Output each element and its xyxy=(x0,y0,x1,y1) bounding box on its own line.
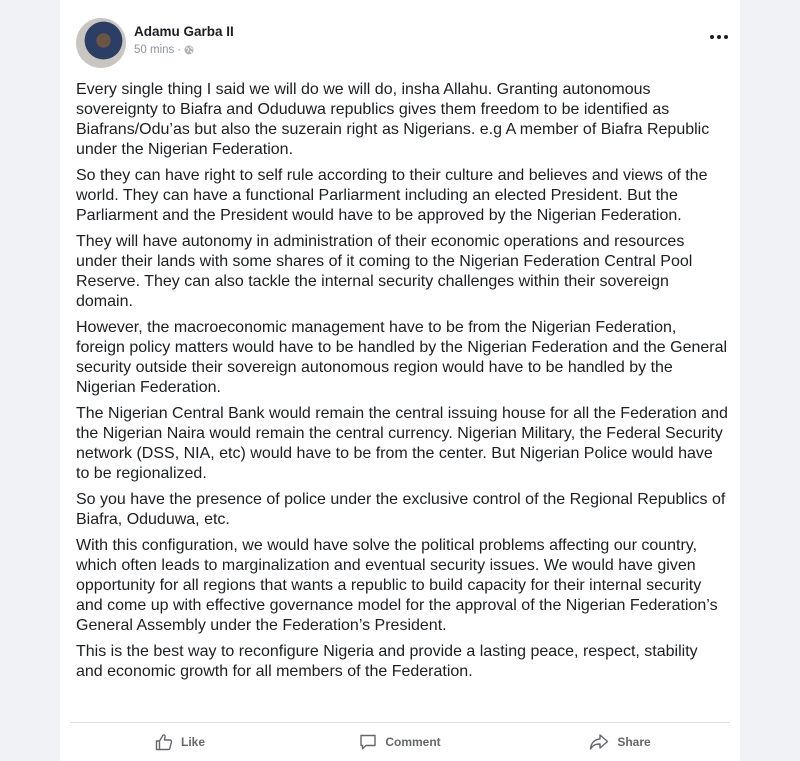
thumbs-up-icon xyxy=(155,733,173,751)
comment-button[interactable] xyxy=(290,723,510,761)
more-options-icon[interactable] xyxy=(708,28,730,46)
like-button[interactable] xyxy=(70,723,290,761)
post-meta xyxy=(134,44,194,56)
post-paragraph: The Nigerian Central Bank would remain the central issuing house for all the Federation and the Nigerian Naira would remain the central currency. Nigerian Military, the Federal Security network (DSS, NIA, etc) would have to be from the center. But Nigerian Police would have to be regionalized. xyxy=(76,405,728,482)
post-timestamp[interactable]: 50 mins xyxy=(134,44,175,56)
comment-icon xyxy=(359,733,377,751)
comment-label: Comment xyxy=(385,735,441,749)
post-body xyxy=(76,80,728,688)
post-paragraph: They will have autonomy in administration of their economic operations and resources under their lands with some shares of it coming to the Nigerian Federation Central Pool Reserve. They can also tackle the internal security challenges within their sovereign domain. xyxy=(76,233,693,310)
share-label: Share xyxy=(617,735,651,749)
author-name[interactable]: Adamu Garba II xyxy=(134,24,234,39)
post-paragraph: This is the best way to reconfigure Nigeria and provide a lasting peace, respect, stability and economic growth for all members of the Federation. xyxy=(76,643,698,680)
like-label: Like xyxy=(180,735,205,749)
post-header xyxy=(76,18,740,68)
post-paragraph: So they can have right to self rule according to their culture and believes and views of the world. They can have a functional Parliarment including an elected President. But the Parliarment and the President would have to be approved by the Nigerian Federation. xyxy=(76,167,708,224)
post-paragraph: Every single thing I said we will do we will do, insha Allahu. Granting autonomous sovereignty to Biafra and Oduduwa republics gives them freedom to be identified as Biafrans/Odu’as but also the suzerain right as Nigerians. e.g A member of Biafra Republic under the Nigerian Federation. xyxy=(76,81,710,158)
post-card xyxy=(60,0,740,761)
globe-icon xyxy=(184,45,194,55)
share-button[interactable] xyxy=(510,723,730,761)
meta-separator: · xyxy=(177,44,182,56)
post-paragraph: So you have the presence of police under the exclusive control of the Regional Republics of Biafra, Oduduwa, etc. xyxy=(76,491,726,528)
post-paragraph: However, the macroeconomic management have to be from the Nigerian Federation, foreign policy matters would have to be handled by the Nigerian Federation and the General security outside their sovereign autonomous region would have to be handled by the Nigerian Federation. xyxy=(76,319,728,396)
share-icon xyxy=(589,733,609,751)
post-paragraph: With this configuration, we would have solve the political problems affecting our country, which often leads to marginalization and eventual security issues. We would have given opportunity for all regions that wants a republic to build capacity for their internal security and come up with effective governance model for the approval of the Nigerian Federation’s General Assembly under the Federation’s President. xyxy=(76,537,718,634)
avatar[interactable] xyxy=(76,18,126,68)
post-actions xyxy=(70,723,730,761)
